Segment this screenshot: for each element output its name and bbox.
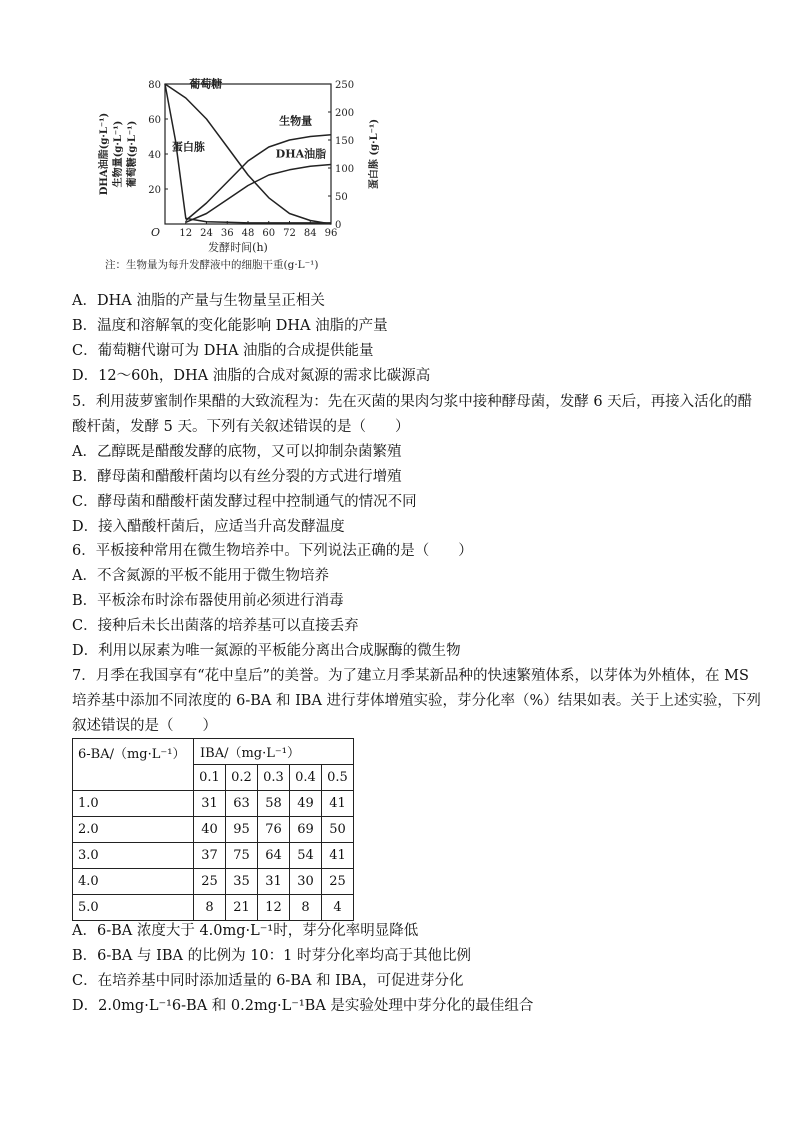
col-header-cell: 0.2 <box>226 765 258 791</box>
table-row <box>73 843 354 869</box>
table-cell: 69 <box>290 817 322 843</box>
table-cell: 49 <box>290 791 322 817</box>
q7-stem-line-1: 7．月季在我国享有“花中皇后”的美誉。为了建立月季某新品种的快速繁殖体系，以芽体为外植体，在 MS <box>72 668 749 684</box>
q5-stem-line-1: 5．利用菠萝蜜制作果醋的大致流程为：先在灭菌的果肉匀浆中接种酵母菌，发酵 6 天后，再接入活化的醋 <box>72 394 753 410</box>
left-axis-label: 生物量(g·L⁻¹) <box>113 120 124 188</box>
col-header-cell: 0.3 <box>258 765 290 791</box>
table-row-header: 6-BA/（mg·L⁻¹） <box>73 739 194 791</box>
fermentation-chart <box>95 72 395 277</box>
table-row <box>73 791 354 817</box>
q7-data-table <box>72 738 354 921</box>
table-cell: 25 <box>194 869 226 895</box>
q5-option-c: C．酵母菌和醋酸杆菌发酵过程中控制通气的情况不同 <box>72 494 417 510</box>
q6-option-c: C．接种后未长出菌落的培养基可以直接丢弃 <box>72 618 359 634</box>
table-cell: 41 <box>322 843 354 869</box>
x-tick-label: 48 <box>241 228 255 239</box>
y2-tick-label: 200 <box>335 108 355 119</box>
table-cell: 31 <box>194 791 226 817</box>
table-cell: 76 <box>258 817 290 843</box>
table-cell: 21 <box>226 895 258 921</box>
q6-option-a: A．不含氮源的平板不能用于微生物培养 <box>72 568 329 584</box>
series-label-dha: DHA油脂 <box>275 147 327 161</box>
row-label: 5.0 <box>73 895 194 921</box>
table-cell: 31 <box>258 869 290 895</box>
q5-option-a: A．乙醇既是醋酸发酵的底物，又可以抑制杂菌繁殖 <box>72 444 402 460</box>
q5-option-d: D．接入醋酸杆菌后，应适当升高发酵温度 <box>72 519 345 535</box>
q5-option-b: B．酵母菌和醋酸杆菌均以有丝分裂的方式进行增殖 <box>72 469 402 485</box>
y2-tick-label: 0 <box>335 220 342 231</box>
q7-option-a: A．6-BA 浓度大于 4.0mg·L⁻¹时，芽分化率明显降低 <box>72 923 419 939</box>
x-tick-label: 96 <box>324 228 338 239</box>
y2-tick-label: 100 <box>335 164 355 175</box>
y2-tick-label: 50 <box>335 192 348 203</box>
table-row <box>73 895 354 921</box>
row-label: 4.0 <box>73 869 194 895</box>
y-tick-label: 40 <box>148 150 161 161</box>
q4-option-c: C．葡萄糖代谢可为 DHA 油脂的合成提供能量 <box>72 343 374 359</box>
left-axis-label: 葡萄糖(g·L⁻¹) <box>127 120 138 188</box>
table-cell: 35 <box>226 869 258 895</box>
table-row <box>73 817 354 843</box>
x-tick-label: 72 <box>283 228 296 239</box>
col-header-cell: 0.4 <box>290 765 322 791</box>
x-axis-label: 发酵时间(h) <box>208 241 268 254</box>
y-tick-label: 80 <box>148 80 161 91</box>
chart-svg <box>95 72 395 277</box>
table-row <box>73 869 354 895</box>
table-cell: 25 <box>322 869 354 895</box>
q7-option-d: D．2.0mg·L⁻¹6-BA 和 0.2mg·L⁻¹BA 是实验处理中芽分化的最佳组合 <box>72 998 534 1014</box>
table-cell: 8 <box>290 895 322 921</box>
y-tick-label: 20 <box>148 185 161 196</box>
q6-option-b: B．平板涂布时涂布器使用前必须进行消毒 <box>72 593 344 609</box>
y-tick-label: 60 <box>148 115 161 126</box>
q7-option-c: C．在培养基中同时添加适量的 6-BA 和 IBA，可促进芽分化 <box>72 973 464 989</box>
table-cell: 4 <box>322 895 354 921</box>
q6-option-d: D．利用以尿素为唯一氮源的平板能分离出合成脲酶的微生物 <box>72 643 461 659</box>
series-label-peptone: 蛋白胨 <box>171 140 205 154</box>
row-label: 2.0 <box>73 817 194 843</box>
x-tick-label: 36 <box>220 228 234 239</box>
q4-option-a: A．DHA 油脂的产量与生物量呈正相关 <box>72 293 325 309</box>
table-cell: 8 <box>194 895 226 921</box>
table-cell: 41 <box>322 791 354 817</box>
table-cell: 50 <box>322 817 354 843</box>
table-cell: 40 <box>194 817 226 843</box>
col-header-cell: 0.5 <box>322 765 354 791</box>
table-cell: 30 <box>290 869 322 895</box>
series-label-glucose: 葡萄糖 <box>189 77 223 91</box>
table-cell: 63 <box>226 791 258 817</box>
y2-tick-label: 150 <box>335 136 355 147</box>
chart-note: 注：生物量为每升发酵液中的细胞干重(g·L⁻¹) <box>105 259 319 271</box>
left-axis-label: DHA油脂(g·L⁻¹) <box>99 112 110 196</box>
q4-option-d: D．12～60h，DHA 油脂的合成对氮源的需求比碳源高 <box>72 368 431 384</box>
right-axis-label: 蛋白胨 (g·L⁻¹) <box>369 118 380 190</box>
table-cell: 95 <box>226 817 258 843</box>
series-line <box>186 165 331 223</box>
origin-label: O <box>150 226 160 239</box>
x-tick-label: 84 <box>303 228 317 239</box>
table-cell: 58 <box>258 791 290 817</box>
table-cell: 75 <box>226 843 258 869</box>
x-tick-label: 24 <box>200 228 213 239</box>
table-col-header: IBA/（mg·L⁻¹） <box>194 739 354 765</box>
series-label-biomass: 生物量 <box>279 114 313 128</box>
x-tick-label: 12 <box>179 228 193 239</box>
table-cell: 37 <box>194 843 226 869</box>
table-cell: 54 <box>290 843 322 869</box>
row-label: 3.0 <box>73 843 194 869</box>
q7-stem-line-3: 叙述错误的是（ ） <box>72 718 217 734</box>
q4-option-b: B．温度和溶解氧的变化能影响 DHA 油脂的产量 <box>72 318 388 334</box>
x-tick-label: 60 <box>262 228 276 239</box>
q6-stem: 6．平板接种常用在微生物培养中。下列说法正确的是（ ） <box>72 543 473 559</box>
q7-option-b: B．6-BA 与 IBA 的比例为 10：1 时芽分化率均高于其他比例 <box>72 948 471 964</box>
q5-stem-line-2: 酸杆菌，发酵 5 天。下列有关叙述错误的是（ ） <box>72 419 410 435</box>
q7-stem-line-2: 培养基中添加不同浓度的 6-BA 和 IBA 进行芽体增殖实验，芽分化率（%）结果如表。关于上述实验，下列 <box>72 693 761 709</box>
row-label: 1.0 <box>73 791 194 817</box>
col-header-cell: 0.1 <box>194 765 226 791</box>
table-cell: 64 <box>258 843 290 869</box>
y2-tick-label: 250 <box>335 80 355 91</box>
table-cell: 12 <box>258 895 290 921</box>
